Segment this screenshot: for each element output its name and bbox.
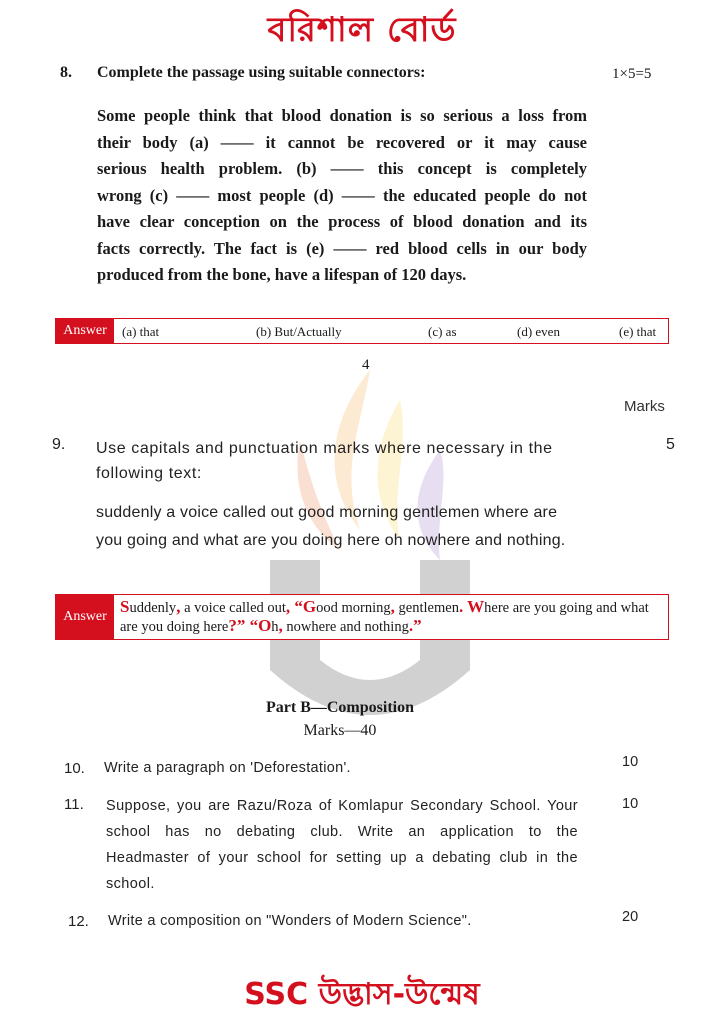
answer-correction: , — [390, 597, 395, 616]
answer-segment: nowhere and nothing — [282, 619, 409, 635]
text-line: school has no debating club. Write an application to the — [106, 824, 578, 840]
answer-correction: ?” “O — [228, 616, 272, 635]
passage-line: serious health problem. (b) —— this concept is completely — [97, 159, 587, 178]
text-line: suddenly a voice called out good morning gentlemen where are — [96, 504, 558, 521]
question-8-marks: 1×5=5 — [612, 66, 652, 82]
answer-segment: ood morning — [316, 600, 391, 616]
question-10-marks: 10 — [622, 754, 639, 770]
question-8-passage — [97, 103, 587, 289]
answer-correction: . W — [458, 597, 485, 616]
answer-box-q9 — [55, 594, 669, 640]
passage-line: produced from the bone, have a lifespan of 120 days. — [97, 265, 467, 284]
question-9-text — [96, 499, 596, 555]
question-9-number: 9. — [52, 436, 66, 453]
question-10-text: Write a paragraph on 'Deforestation'. — [104, 760, 351, 776]
page-number: 4 — [362, 357, 370, 373]
question-11-text — [106, 793, 578, 897]
answer-item: (e) that — [619, 324, 657, 339]
question-8-number: 8. — [60, 64, 72, 81]
question-11-marks: 10 — [622, 796, 639, 812]
answer-segment: a voice called out — [180, 600, 286, 616]
answer-text-q9 — [120, 598, 668, 636]
answer-item: (b) But/Actually — [256, 324, 342, 339]
text-line: you going and what are you doing here oh nowhere and nothing. — [96, 532, 566, 549]
passage-line: their body (a) —— it cannot be recovered or it may cause — [97, 132, 587, 152]
question-12-text: Write a composition on "Wonders of Modern Science". — [108, 913, 472, 929]
answer-correction: S — [120, 597, 130, 616]
answer-item: (d) even — [517, 324, 560, 339]
part-b-title: Part B—Composition — [266, 699, 414, 716]
answer-label: Answer — [56, 319, 114, 343]
answer-box-q8 — [55, 318, 669, 344]
text-line: school. — [106, 876, 155, 892]
footer-brand: SSC উদ্ভাস-উন্মেষ — [244, 977, 480, 1012]
answer-correction: .” — [408, 616, 422, 635]
answer-segment: uddenly — [129, 600, 177, 616]
question-8-instruction: Complete the passage using suitable connectors: — [97, 64, 426, 81]
answer-item: (c) as — [428, 324, 457, 339]
part-b-marks: Marks—40 — [303, 722, 377, 739]
board-title: বরিশাল বোর্ড — [267, 10, 457, 50]
passage-line: facts correctly. The fact is (e) —— red blood cells in our body — [97, 238, 587, 258]
question-9-instruction — [96, 436, 596, 486]
passage-line: Some people think that blood donation is so serious a loss from — [97, 106, 587, 125]
answer-segment: h — [271, 619, 279, 635]
answer-correction: , “G — [285, 597, 317, 616]
question-11-number: 11. — [64, 796, 84, 813]
answer-item: (a) that — [122, 324, 160, 339]
question-10-number: 10. — [64, 760, 85, 777]
answer-segment: gentlemen — [394, 600, 459, 616]
question-9-marks: 5 — [666, 436, 675, 453]
instruction-line: Use capitals and punctuation marks where necessary in the — [96, 440, 553, 457]
text-line: Headmaster of your school for setting up a debating club in the — [106, 850, 578, 866]
answer-correction: , — [176, 597, 181, 616]
marks-heading: Marks — [624, 398, 665, 415]
question-12-number: 12. — [68, 913, 89, 930]
text-line: Suppose, you are Razu/Roza of Komlapur Secondary School. Your — [106, 798, 578, 814]
answer-correction: , — [278, 616, 283, 635]
question-12-marks: 20 — [622, 909, 639, 925]
passage-line: wrong (c) —— most people (d) —— the educated people do not — [97, 185, 587, 205]
answer-label: Answer — [56, 595, 114, 639]
answer-segment: here are you going and what are you doing here — [120, 600, 649, 635]
passage-line: have clear conception on the process of blood donation and its — [97, 212, 587, 231]
instruction-line: following text: — [96, 465, 202, 482]
